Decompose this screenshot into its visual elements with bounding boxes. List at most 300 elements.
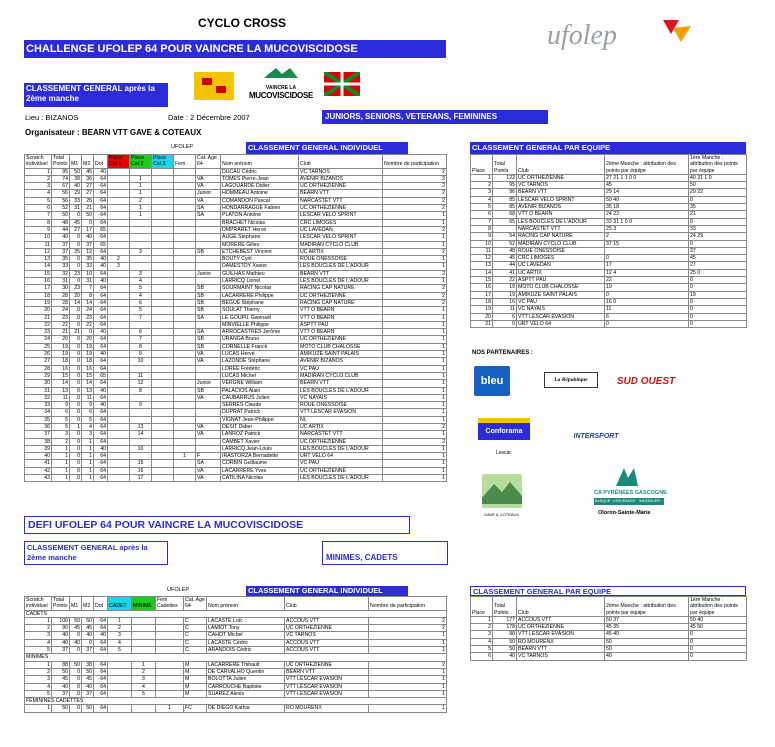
table-cell: 13 <box>52 387 70 394</box>
table-cell: 30 <box>52 285 70 292</box>
table-cell <box>174 438 196 445</box>
table-cell: 6 <box>493 313 517 320</box>
table-cell: 22 <box>82 321 94 328</box>
table-cell: 45 <box>493 255 517 262</box>
team2-header-row <box>471 597 747 617</box>
table-cell: 4 <box>130 292 152 299</box>
table-cell: 3 <box>25 676 52 683</box>
section-label: FEMININES CADETTES <box>25 698 447 705</box>
table-cell: 65 <box>94 372 108 379</box>
table-row <box>25 358 447 365</box>
table-row <box>25 270 447 277</box>
table-cell: VTT LESCAR EVASION <box>299 409 383 416</box>
table-cell: 35 <box>689 204 747 211</box>
table-cell <box>108 219 130 226</box>
table-cell <box>152 299 174 306</box>
table-cell: 23 <box>70 285 82 292</box>
table-cell: 13 <box>25 256 52 263</box>
table-cell: 0 <box>689 631 747 638</box>
table-cell: C <box>184 632 207 639</box>
table-cell: 0 <box>493 320 517 327</box>
table-cell: 25 <box>82 197 94 204</box>
table-cell: CAUBARRUS Julien <box>221 394 299 401</box>
table-cell: 50 <box>70 661 82 668</box>
table-cell: 24 <box>52 307 70 314</box>
table-cell: 40 <box>52 639 70 646</box>
table-cell <box>196 278 221 285</box>
table-cell: 6 <box>130 329 152 336</box>
table-row <box>471 653 747 660</box>
table-cell: 0 <box>70 351 82 358</box>
table-cell: 29 14 <box>605 189 689 196</box>
table-cell: 1 <box>383 453 447 460</box>
table-row <box>471 624 747 631</box>
table-cell: 0 <box>689 284 747 291</box>
table-cell: 1 <box>383 343 447 350</box>
table-cell: 40 <box>94 351 108 358</box>
table-cell: VTT O BEARN <box>299 307 383 314</box>
table-cell: 0 <box>70 409 82 416</box>
table-cell: 1 <box>82 467 94 474</box>
table-cell: 64 <box>94 248 108 255</box>
table-cell <box>108 241 130 248</box>
table-cell: 21 <box>689 211 747 218</box>
table-cell: 3 <box>108 263 130 270</box>
team2-header-cell: 1ère Manche : attribution des points par équipe <box>689 597 747 617</box>
table-cell <box>493 225 517 232</box>
table-cell: ROUE ONESSOISE <box>299 402 383 409</box>
table-cell: VTT O BEARN <box>299 314 383 321</box>
table-cell <box>108 299 130 306</box>
table-cell: 12 <box>130 380 152 387</box>
table-cell: 3 <box>52 431 70 438</box>
team-header-cell: 1ère Manche : attribution des points par équipe <box>689 155 747 175</box>
table-cell: 50 <box>82 705 94 712</box>
table-cell <box>152 175 174 182</box>
indiv2-header-cell: CADET <box>108 597 132 611</box>
table-row <box>25 241 447 248</box>
table-cell <box>152 190 174 197</box>
table-cell: ROUE ONESSOISE <box>517 247 605 254</box>
table-cell <box>174 219 196 226</box>
section-row <box>25 654 447 661</box>
table-cell: 64 <box>94 197 108 204</box>
table-cell: 14 <box>70 299 82 306</box>
table-row <box>25 676 447 683</box>
table-cell <box>156 617 184 624</box>
table-cell: 64 <box>94 314 108 321</box>
indiv-header-cell: Nombre de participation <box>383 155 447 169</box>
table-cell: LUCAS Hervé <box>221 351 299 358</box>
table-cell: 2 <box>108 625 132 632</box>
table-row <box>25 402 447 409</box>
table-cell <box>174 365 196 372</box>
table-cell: 64 <box>94 321 108 328</box>
table-row <box>471 277 747 284</box>
table-cell: 17 <box>605 262 689 269</box>
table-cell: SB <box>196 343 221 350</box>
table-cell <box>156 683 184 690</box>
table-cell <box>174 299 196 306</box>
table-cell <box>108 226 130 233</box>
table-cell: 1 <box>383 387 447 394</box>
table-cell <box>174 314 196 321</box>
table-cell: VA <box>196 423 221 430</box>
table-row <box>25 299 447 306</box>
section-label: CADETS <box>25 610 447 617</box>
table-cell: 64 <box>94 285 108 292</box>
table-cell: 1 <box>369 705 447 712</box>
table-cell: BEARN VTT <box>285 668 369 675</box>
table-cell <box>130 438 152 445</box>
table-cell: 4 <box>471 638 493 645</box>
table-cell: 19 <box>689 291 747 298</box>
table-cell: UC LAVEDAN <box>517 262 605 269</box>
table-cell: 19 <box>82 351 94 358</box>
table-cell: 64 <box>94 467 108 474</box>
team2-table-wrap <box>470 586 747 661</box>
table-cell <box>108 336 130 343</box>
table-cell: AMIKUZE SAINT PALAIS <box>517 291 605 298</box>
table-cell: 35 <box>25 416 52 423</box>
table-cell: MADIRAN CYCLO CLUB <box>299 372 383 379</box>
table-cell: ASPTT PAU <box>517 277 605 284</box>
table-row <box>471 255 747 262</box>
table-cell: 27 <box>82 183 94 190</box>
table-cell: 45 <box>70 219 82 226</box>
table-cell: DUPRAT Patrick <box>221 409 299 416</box>
table-cell: 2 <box>383 423 447 430</box>
table-row <box>471 284 747 291</box>
table-cell <box>196 402 221 409</box>
table-cell: 35 <box>52 256 70 263</box>
table-cell: 0 <box>70 234 82 241</box>
table-cell: 13 <box>471 262 493 269</box>
table-cell: SA <box>196 329 221 336</box>
table-cell: 1 <box>82 475 94 482</box>
indiv2-header-cell: Scratch individuel <box>25 597 52 611</box>
table-cell <box>130 256 152 263</box>
table-cell: F <box>196 453 221 460</box>
table-cell <box>152 256 174 263</box>
table-cell <box>156 639 184 646</box>
table-cell <box>152 212 174 219</box>
table-cell: RO MOURENX <box>517 638 605 645</box>
table-cell: 64 <box>94 365 108 372</box>
table-cell: 4 <box>130 278 152 285</box>
table-cell: C <box>184 639 207 646</box>
table-cell: LACARRERE Thibault <box>207 661 285 668</box>
table-row <box>471 616 747 623</box>
table-cell: 38 <box>70 175 82 182</box>
table-cell: 65 <box>94 226 108 233</box>
indiv-header-cell: Total Points <box>52 155 70 169</box>
table-cell: ARROCASTRES Jérôme <box>221 329 299 336</box>
table-cell <box>174 168 196 175</box>
table-cell: 64 <box>94 416 108 423</box>
table-cell: 23 <box>82 314 94 321</box>
table-cell: 2 <box>383 168 447 175</box>
table-cell <box>108 285 130 292</box>
table-cell: CRC LIMOGES <box>517 255 605 262</box>
table-cell: 0 <box>689 653 747 660</box>
table-cell: 50 <box>689 182 747 189</box>
table-cell <box>152 285 174 292</box>
table-cell <box>156 647 184 654</box>
table-cell: 4 <box>82 423 94 430</box>
table-cell: 64 <box>94 661 108 668</box>
table-cell: 1 <box>130 190 152 197</box>
table-cell <box>152 197 174 204</box>
table-cell <box>152 445 174 452</box>
table-cell <box>108 329 130 336</box>
table-cell: 1 <box>383 460 447 467</box>
table-cell: SB <box>196 292 221 299</box>
partner-sudouest-logo: SUD OUEST <box>616 375 676 387</box>
table-cell <box>152 453 174 460</box>
table-cell: 0 <box>82 219 94 226</box>
table-cell: 64 <box>94 307 108 314</box>
table-cell <box>130 394 152 401</box>
table-cell: VA <box>196 475 221 482</box>
table-cell: 0 <box>70 467 82 474</box>
indiv-header-cell: Scratch individuel <box>25 155 52 169</box>
table-cell <box>152 372 174 379</box>
table-cell: 11 <box>493 306 517 313</box>
indiv2-header-cell: Club <box>285 597 369 611</box>
table-cell <box>152 292 174 299</box>
table-cell: 95 <box>52 168 70 175</box>
table-cell: BEARN VTT <box>299 380 383 387</box>
table-cell <box>174 351 196 358</box>
table-cell: UC LAVEDAN <box>299 226 383 233</box>
table-cell: 25 <box>70 248 82 255</box>
table-cell: 16 <box>82 365 94 372</box>
table-cell: 30 <box>25 380 52 387</box>
table-cell <box>174 387 196 394</box>
table-cell: 22 <box>52 321 70 328</box>
table-cell: 0 <box>70 632 82 639</box>
table-cell: 56 <box>52 197 70 204</box>
table-cell: BRACHET Nicolas <box>221 219 299 226</box>
table-cell: 0 <box>70 683 82 690</box>
table-cell: 0 <box>689 277 747 284</box>
table-row <box>25 690 447 697</box>
table-cell: 1 <box>383 263 447 270</box>
table-cell: 0 <box>70 241 82 248</box>
bearn-flag-logo <box>194 72 234 100</box>
table-cell: VTT LESCAR EVASION <box>285 683 369 690</box>
table-cell <box>196 445 221 452</box>
table-cell: 5 <box>471 646 493 653</box>
table-cell: BEARN VTT <box>299 190 383 197</box>
table-cell: DUCAU Cédric <box>221 168 299 175</box>
table-cell: 40 <box>94 387 108 394</box>
table-cell: VC TARNOS <box>285 632 369 639</box>
table-cell: 37 15 <box>605 240 689 247</box>
table-row <box>25 307 447 314</box>
table-cell: 64 <box>94 205 108 212</box>
table-cell: 9 <box>25 226 52 233</box>
partners-label: NOS PARTENAIRES : <box>472 350 533 356</box>
table-cell: 50 <box>52 212 70 219</box>
table-cell: LUCAS Michel <box>221 372 299 379</box>
table-cell: 64 <box>94 190 108 197</box>
table-cell: 64 <box>94 668 108 675</box>
table-cell <box>108 409 130 416</box>
table-cell: 24 23 <box>605 211 689 218</box>
table-cell <box>152 219 174 226</box>
table-cell: 5 <box>132 690 156 697</box>
table-cell <box>108 168 130 175</box>
table-cell: LACASTE Loïc <box>207 617 285 624</box>
table-cell <box>152 205 174 212</box>
table-cell: 16 <box>471 284 493 291</box>
table-row <box>25 197 447 204</box>
table-cell <box>132 639 156 646</box>
table-cell: 48 <box>493 247 517 254</box>
table-row <box>25 205 447 212</box>
table-cell: 40 <box>25 453 52 460</box>
table-cell: 2 <box>369 661 447 668</box>
table-cell: 8 <box>25 219 52 226</box>
table-row <box>25 453 447 460</box>
table-cell: 64 <box>94 292 108 299</box>
table-cell: 5 <box>471 204 493 211</box>
categories-banner: JUNIORS, SENIORS, VETERANS, FEMININES <box>322 110 548 124</box>
table-cell: 17 <box>82 226 94 233</box>
table-cell: VC TARNOS <box>299 168 383 175</box>
table-cell: 33 <box>25 402 52 409</box>
table-cell <box>196 219 221 226</box>
table-cell: 74 <box>52 175 70 182</box>
table-cell <box>130 168 152 175</box>
table-cell <box>152 409 174 416</box>
table-cell: SB <box>196 248 221 255</box>
table-row <box>471 196 747 203</box>
table-cell: LES BOUCLES DE L'ADOUR <box>299 263 383 270</box>
table-cell: 3 <box>130 270 152 277</box>
table-cell: 44 <box>52 226 70 233</box>
team-title: CLASSEMENT GENERAL PAR EQUIPE <box>470 142 746 154</box>
table-cell: 95 <box>493 182 517 189</box>
table-cell: 0 <box>70 278 82 285</box>
table-cell: 0 <box>70 647 82 654</box>
table-cell: 1 <box>130 212 152 219</box>
table-cell: 14 <box>82 380 94 387</box>
table-cell: 1 <box>369 676 447 683</box>
table-cell: 96 <box>493 189 517 196</box>
table-cell: 64 <box>94 394 108 401</box>
table-cell: 0 <box>82 639 94 646</box>
page-title: CYCLO CROSS <box>198 16 287 30</box>
table-cell: 17 <box>25 285 52 292</box>
table-cell: 22 <box>605 277 689 284</box>
table-cell: 1 <box>383 372 447 379</box>
table-cell <box>152 402 174 409</box>
table-cell: 12 <box>471 255 493 262</box>
table-cell <box>108 423 130 430</box>
table-cell: 2 <box>383 205 447 212</box>
table-cell <box>156 625 184 632</box>
table-cell: 2 <box>383 299 447 306</box>
table-cell: 88 <box>52 661 70 668</box>
table-cell: SUAREZ Alexis <box>207 690 285 697</box>
table-cell: 0 <box>689 306 747 313</box>
table-row <box>25 661 447 668</box>
table-cell: 67 <box>52 183 70 190</box>
table-cell: 19 <box>471 306 493 313</box>
table-cell: UC ORTHEZIENNE <box>299 467 383 474</box>
table-cell: LESCAR VELO SPRINT <box>517 196 605 203</box>
table-cell: 1 <box>369 690 447 697</box>
table-cell: VA <box>196 197 221 204</box>
table-cell <box>156 676 184 683</box>
table-cell <box>174 358 196 365</box>
table-row <box>25 438 447 445</box>
table-cell: ACCOUS VTT <box>285 647 369 654</box>
partner-intersport-logo: INTERSPORT <box>573 432 619 440</box>
table-cell: ROUE ONESSOISE <box>299 256 383 263</box>
table-cell: C <box>184 647 207 654</box>
table-cell: 14 <box>52 380 70 387</box>
bvtt-caption: GAVE & COTEAUX <box>484 512 520 517</box>
date-text: Date : 2 Décembre 2007 <box>168 113 250 122</box>
table-cell: 1 <box>369 632 447 639</box>
table-row <box>471 306 747 313</box>
partner-ca-logo: CA PYRÉNÉES GASCOGNE <box>594 490 667 496</box>
table-cell: 0 <box>70 372 82 379</box>
table-cell: 24 <box>82 307 94 314</box>
table-cell: 38 <box>82 661 94 668</box>
table-cell <box>156 632 184 639</box>
table-cell: 50 <box>52 705 70 712</box>
table-cell: 16 <box>25 278 52 285</box>
team2-header-cell: 2ème Manche : attribution des points par équipe <box>605 597 689 617</box>
table-cell: 50 <box>70 617 82 624</box>
table-cell: LAZONDE Stéphane <box>221 358 299 365</box>
table-row <box>25 263 447 270</box>
table-cell: 13 <box>82 387 94 394</box>
table-cell <box>196 365 221 372</box>
table-cell: M <box>184 683 207 690</box>
table-cell: 23 <box>25 329 52 336</box>
table-cell: 16 <box>130 467 152 474</box>
table-row <box>25 475 447 482</box>
table-cell: 50 <box>493 638 517 645</box>
table-cell: CAMBET Xavier <box>221 438 299 445</box>
table-cell: LARRICQ Jean-Louis <box>221 445 299 452</box>
table-cell: 1 <box>383 241 447 248</box>
table-cell: 7 <box>471 218 493 225</box>
table-cell: 50 <box>493 646 517 653</box>
table-cell: 45 <box>605 182 689 189</box>
table-row <box>471 298 747 305</box>
indiv-header-cell: Cat. Age 64 <box>196 155 221 169</box>
table-row <box>471 225 747 232</box>
table-row <box>25 416 447 423</box>
table-cell <box>152 336 174 343</box>
table-cell <box>132 617 156 624</box>
table-cell: 2 <box>383 197 447 204</box>
table-cell <box>174 292 196 299</box>
table-cell <box>152 183 174 190</box>
table-cell: 0 <box>70 705 82 712</box>
table-cell: 2 <box>132 668 156 675</box>
table-cell <box>108 365 130 372</box>
team-header-cell: Total Points <box>493 155 517 175</box>
team2-table <box>470 596 747 661</box>
